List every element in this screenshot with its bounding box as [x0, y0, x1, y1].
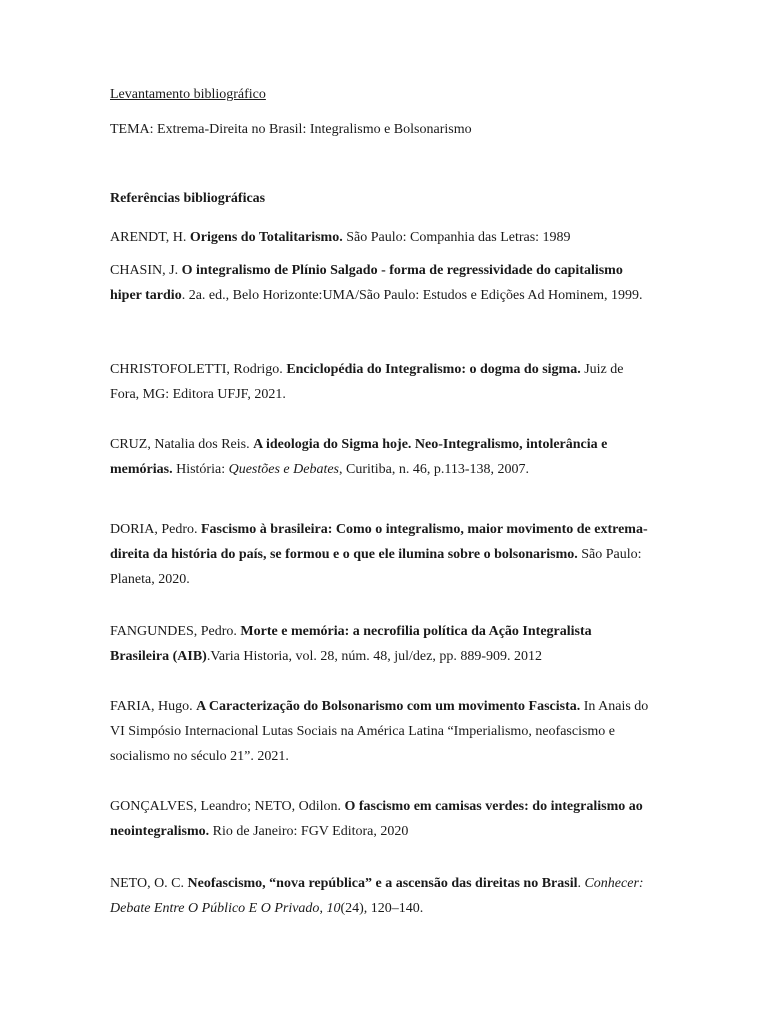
- reference-text: ARENDT, H.: [110, 230, 190, 245]
- reference-text: Rio de Janeiro: FGV Editora, 2020: [209, 824, 409, 839]
- reference-text: ,: [319, 901, 327, 916]
- reference-text: .Varia Historia, vol. 28, núm. 48, jul/dez, pp. 889-909. 2012: [206, 649, 543, 664]
- reference-title-text: Enciclopédia do Integralismo: o dogma do sigma.: [286, 362, 581, 377]
- reference-text: FANGUNDES, Pedro.: [110, 624, 241, 639]
- reference-entry: [110, 871, 650, 921]
- reference-text: GONÇALVES, Leandro; NETO, Odilon.: [110, 799, 345, 814]
- document-header: [110, 86, 472, 139]
- reference-text: NETO, O. C.: [110, 876, 188, 891]
- reference-entry: [110, 432, 650, 482]
- reference-text: São Paulo: Companhia das Letras: 1989: [342, 230, 571, 245]
- reference-italic-text: Questões e Debates: [228, 462, 340, 477]
- reference-text: In Anais do VI Simpósio Internacional Lutas Sociais na América Latina “Imperialismo, neofascismo e socialismo no século 21”. 2021.: [110, 699, 649, 764]
- reference-text: Juiz de Fora, MG: Editora UFJF, 2021.: [110, 362, 624, 402]
- reference-text: .: [577, 876, 585, 891]
- reference-title-text: Neofascismo, “nova república” e a ascensão das direitas no Brasil: [187, 876, 578, 891]
- reference-entry: [110, 794, 650, 844]
- reference-text: História:: [172, 462, 229, 477]
- reference-entry: [110, 694, 650, 769]
- document-theme: TEMA: Extrema-Direita no Brasil: Integralismo e Bolsonarismo: [110, 122, 472, 137]
- reference-text: , Curitiba, n. 46, p.113-138, 2007.: [339, 462, 530, 477]
- reference-text: CRUZ, Natalia dos Reis.: [110, 437, 254, 452]
- reference-title-text: Fascismo à brasileira: Como o integralismo, maior movimento de extrema-direita da história do país, se formou e o que ele ilumina sobre o bolsonarismo.: [110, 522, 648, 562]
- reference-text: CHASIN, J.: [110, 263, 182, 278]
- references-title: Referências bibliográficas: [110, 191, 266, 206]
- reference-title-text: A Caracterização do Bolsonarismo com um movimento Fascista.: [196, 699, 581, 714]
- reference-text: DORIA, Pedro.: [110, 522, 201, 537]
- reference-title-text: Origens do Totalitarismo.: [189, 230, 343, 245]
- reference-text: FARIA, Hugo.: [110, 699, 197, 714]
- reference-entry: [110, 225, 650, 250]
- reference-title-text: Morte e memória: a necrofilia política da Ação Integralista Brasileira (AIB): [110, 624, 592, 664]
- reference-title-text: O fascismo em camisas verdes: do integralismo ao neointegralismo.: [110, 799, 643, 839]
- reference-text: São Paulo: Planeta, 2020.: [110, 547, 642, 587]
- reference-title-text: O integralismo de Plínio Salgado - forma de regressividade do capitalismo hiper tardio: [110, 263, 623, 303]
- document-heading: Levantamento bibliográfico: [110, 87, 266, 102]
- reference-entry: [110, 258, 650, 308]
- reference-italic-text: 10: [326, 901, 341, 916]
- reference-text: . 2a. ed., Belo Horizonte:UMA/São Paulo: Estudos e Edições Ad Hominem, 1999.: [181, 288, 643, 303]
- reference-text: (24), 120–140.: [340, 901, 424, 916]
- reference-title-text: A ideologia do Sigma hoje. Neo-Integralismo, intolerância e memórias.: [110, 437, 608, 477]
- reference-entry: [110, 619, 650, 669]
- reference-text: CHRISTOFOLETTI, Rodrigo.: [110, 362, 287, 377]
- reference-entry: [110, 357, 650, 407]
- reference-italic-text: Conhecer: Debate Entre O Público E O Privado: [110, 876, 644, 916]
- reference-entry: [110, 517, 650, 592]
